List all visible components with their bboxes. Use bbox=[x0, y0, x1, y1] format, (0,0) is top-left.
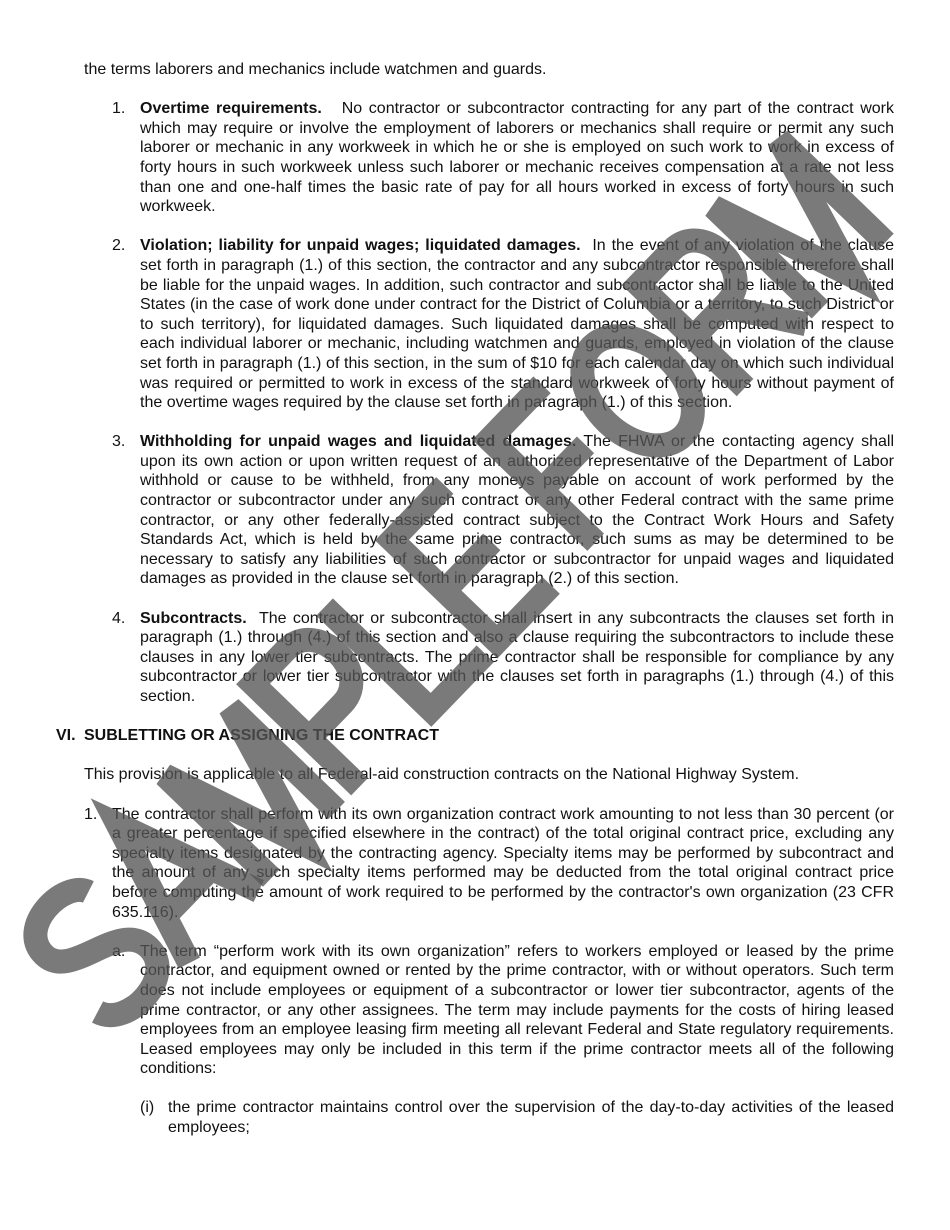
section-title: SUBLETTING OR ASSIGNING THE CONTRACT bbox=[84, 727, 439, 745]
item-title: Violation; liability for unpaid wages; liquidated damages. bbox=[140, 237, 581, 255]
item-title: Withholding for unpaid wages and liquidated damages. bbox=[140, 433, 577, 451]
item-title: Subcontracts. bbox=[140, 609, 247, 627]
item-text: In the event of any violation of the clause set forth in paragraph (1.) of this section, the contractor and any subcontractor responsible therefore shall be liable for the unpaid wages. In addition, such contractor and subcontractor shall be liable to the United States (in the case of work done under contract for the District of Columbia or a territory, to such District or to such territory), for liquidated damages. Such liquidated damages shall be computed with respect to each individual laborer or mechanic, including watchmen and guards, employed in violation of the clause set forth in paragraph (1.) of this section, in the sum of $10 for each calendar day on which such individual was required or permitted to work in excess of the standard workweek of forty hours without payment of the overtime wages required by the clause set forth in paragraph (1.) of this section. bbox=[140, 237, 894, 412]
section-item-1 bbox=[84, 805, 894, 923]
item-number: (i) bbox=[140, 1099, 155, 1117]
item-text: No contractor or subcontractor contracting for any part of the contract work which may require or involve the employment of laborers or mechanics shall require or permit any such laborer or mechanic in any workweek in which he or she is employed on such work to work in excess of forty hours in such workweek unless such laborer or mechanic receives compensation at a rate not less than one and one-half times the basic rate of pay for all hours worked in excess of forty hours in such workweek. bbox=[140, 100, 895, 216]
item-number: a. bbox=[112, 942, 126, 960]
item-number: 4. bbox=[112, 609, 126, 627]
item-number: 2. bbox=[112, 237, 126, 255]
sub-item-a bbox=[112, 942, 894, 1079]
sub-item-i bbox=[140, 1098, 894, 1137]
item-title: Overtime requirements. bbox=[140, 100, 322, 118]
item-number: 1. bbox=[112, 100, 126, 118]
item-3 bbox=[112, 432, 894, 589]
item-text: The term “perform work with its own organization” refers to workers employed or leased by the prime contractor, and equipment owned or rented by the prime contractor, with or without operators. Such term does not include employees or equipment of a subcontractor or lower tier subcontractor, agents of the prime contractor, or any other assignees. The term may include payments for the costs of hiring leased employees from an employee leasing firm meeting all relevant Federal and State regulatory requirements. Leased employees may only be included in this term if the prime contractor meets all of the following conditions: bbox=[140, 942, 894, 1078]
item-text: The contractor or subcontractor shall insert in any subcontracts the clauses set forth in paragraph (1.) through (4.) of this section and also a clause requiring the subcontractors to include these clauses in any lower tier subcontracts. The prime contractor shall be responsible for compliance by any subcontractor or lower tier subcontractor with the clauses set forth in paragraphs (1.) through (4.) of this section. bbox=[140, 609, 894, 705]
provision-text: This provision is applicable to all Federal-aid construction contracts on the National Highway System. bbox=[84, 766, 800, 784]
item-2 bbox=[112, 236, 894, 412]
item-text: The contractor shall perform with its own organization contract work amounting to not less than 30 percent (or a greater percentage if specified elsewhere in the contract) of the total original contract price, excluding any specialty items designated by the contracting agency. Specialty items may be performed by subcontract and the amount of any such specialty items performed may be deducted from the total original contract price before computing the amount of work required to be performed by the contractor's own organization (23 CFR 635.116). bbox=[112, 805, 894, 921]
item-number: 3. bbox=[112, 433, 126, 451]
section-heading bbox=[56, 726, 894, 746]
intro-text: the terms laborers and mechanics include watchmen and guards. bbox=[84, 61, 547, 78]
item-text: The FHWA or the contacting agency shall upon its own action or upon written request of an authorized representative of the Department of Labor withhold or cause to be withheld, from any moneys payable on account of work performed by the contractor or subcontractor under any such contract or any other Federal contract with the same prime contractor, or any other federally-assisted contract subject to the Contract Work Hours and Safety Standards Act, which is held by the same prime contractor, such sums as may be determined to be necessary to satisfy any liabilities of such contractor or subcontractor for unpaid wages and liquidated damages as provided in the clause set forth in paragraph (2.) of this section. bbox=[140, 433, 895, 588]
item-text: the prime contractor maintains control over the supervision of the day-to-day activities of the leased employees; bbox=[168, 1099, 894, 1137]
section-number: VI. bbox=[56, 727, 76, 745]
item-1 bbox=[112, 99, 894, 217]
item-number: 1. bbox=[84, 805, 98, 823]
item-4 bbox=[112, 609, 894, 707]
